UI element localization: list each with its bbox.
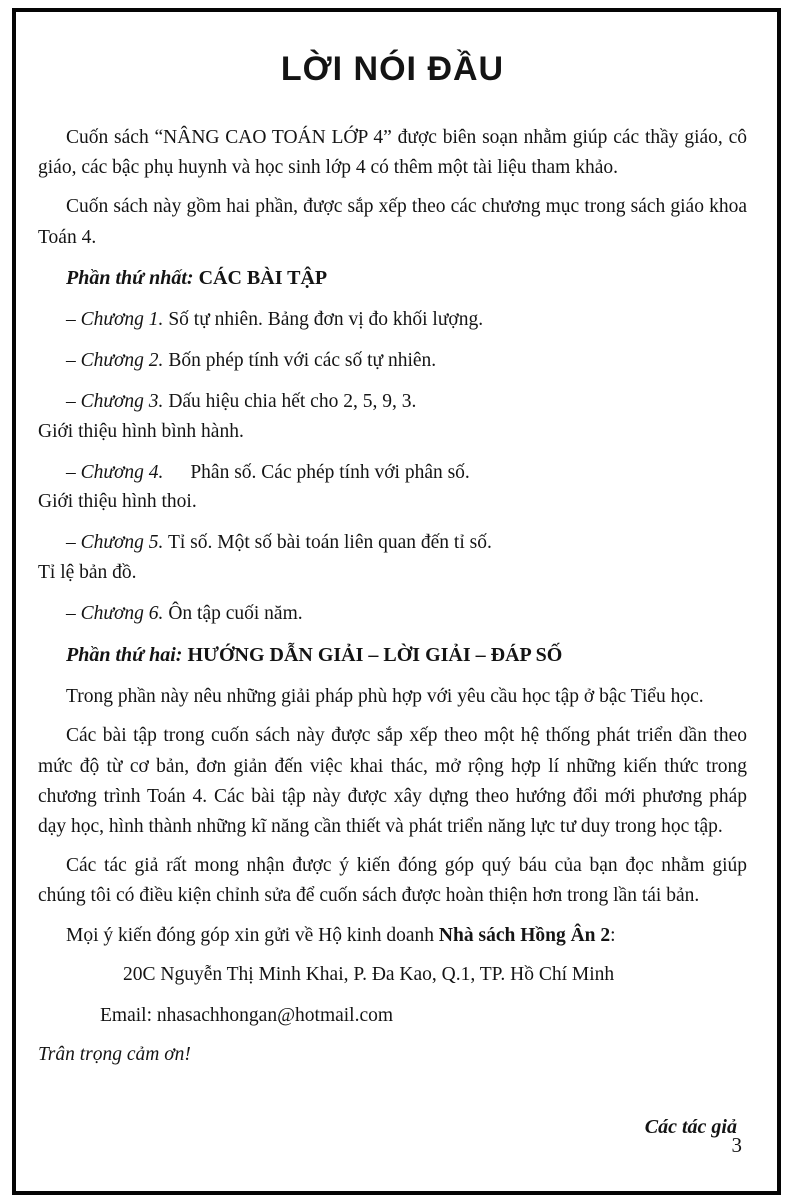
body-paragraph-3: Các tác giả rất mong nhận được ý kiến đóng góp quý báu của bạn đọc nhằm giúp chúng tôi có điều kiện chỉnh sửa để cuốn sách được hoàn thiện hơn trong lần tái bản. [38,855,747,907]
part2-heading [38,640,747,670]
chapter-6-text: Ôn tập cuối năm. [168,602,303,624]
chapter-item-2 [38,346,747,375]
chapter-2-label: – Chương 2. [66,350,164,372]
chapter-3-label: – Chương 3. [66,391,164,413]
contact-intro-text: Mọi ý kiến đóng góp xin gửi về Hộ kinh doanh [66,924,439,946]
body-paragraph-1: Trong phần này nêu những giải pháp phù hợp với yêu cầu học tập ở bậc Tiểu học. [66,686,704,708]
intro-paragraph-1: Cuốn sách “NÂNG CAO TOÁN LỚP 4” được biên soạn nhằm giúp các thầy giáo, cô giáo, các bậc phụ huynh và học sinh lớp 4 có thêm một tài liệu tham khảo. [38,127,747,179]
part2-title: HƯỚNG DẪN GIẢI – LỜI GIẢI – ĐÁP SỐ [187,644,563,667]
chapter-5-label: – Chương 5. [66,532,164,554]
chapter-4-continuation: Giới thiệu hình thoi. [38,491,197,513]
chapter-item-4 [38,458,747,517]
chapter-5-text: Tỉ số. Một số bài toán liên quan đến tỉ số. [167,532,492,554]
contact-store-name: Nhà sách Hồng Ân 2 [438,924,611,946]
chapter-item-5 [38,528,747,587]
contact-intro-colon: : [610,924,616,946]
chapter-item-6 [38,599,747,628]
chapter-6-label: – Chương 6. [66,602,164,624]
intro-paragraph-2: Cuốn sách này gồm hai phần, được sắp xếp theo các chương mục trong sách giáo khoa Toán 4. [38,196,747,248]
closing-thanks: Trân trọng cảm ơn! [38,1044,191,1066]
author-signature: Các tác giả [644,1116,737,1139]
body-paragraph-2: Các bài tập trong cuốn sách này được sắp xếp theo một hệ thống phát triển dần theo mức độ từ cơ bản, đơn giản đến việc khai thác, mở rộng hợp lí những kiến thức trong chương trình Toán 4. Các bài tập này được xây dựng theo hướng đổi mới phương pháp dạy học, hình thành những kĩ năng cần thiết và phát triển năng lực tư duy trong học tập. [38,725,747,837]
page-title: LỜI NÓI ĐẦU [280,50,505,88]
page-content [38,40,747,1139]
part1-title: CÁC BÀI TẬP [198,266,328,289]
page-number: 3 [731,1133,742,1157]
contact-email: Email: nhasachhongan@hotmail.com [100,1005,394,1027]
chapter-3-continuation: Giới thiệu hình bình hành. [38,420,244,442]
chapter-5-continuation: Tỉ lệ bản đồ. [38,561,137,583]
chapter-4-label: – Chương 4. [66,461,164,483]
chapter-item-3 [38,387,747,446]
chapter-3-text: Dấu hiệu chia hết cho 2, 5, 9, 3. [168,391,417,413]
chapter-item-1 [38,305,747,334]
contact-address: 20C Nguyễn Thị Minh Khai, P. Đa Kao, Q.1, TP. Hồ Chí Minh [123,963,615,985]
chapter-2-text: Bốn phép tính với các số tự nhiên. [168,350,437,372]
part1-heading [38,263,747,293]
part1-label: Phần thứ nhất: [66,266,194,289]
part2-label: Phần thứ hai: [66,644,183,667]
chapter-1-text: Số tự nhiên. Bảng đơn vị đo khối lượng. [168,308,484,330]
contact-line [38,921,747,951]
chapter-1-label: – Chương 1. [66,308,164,330]
chapter-4-text: Phân số. Các phép tính với phân số. [190,461,470,483]
